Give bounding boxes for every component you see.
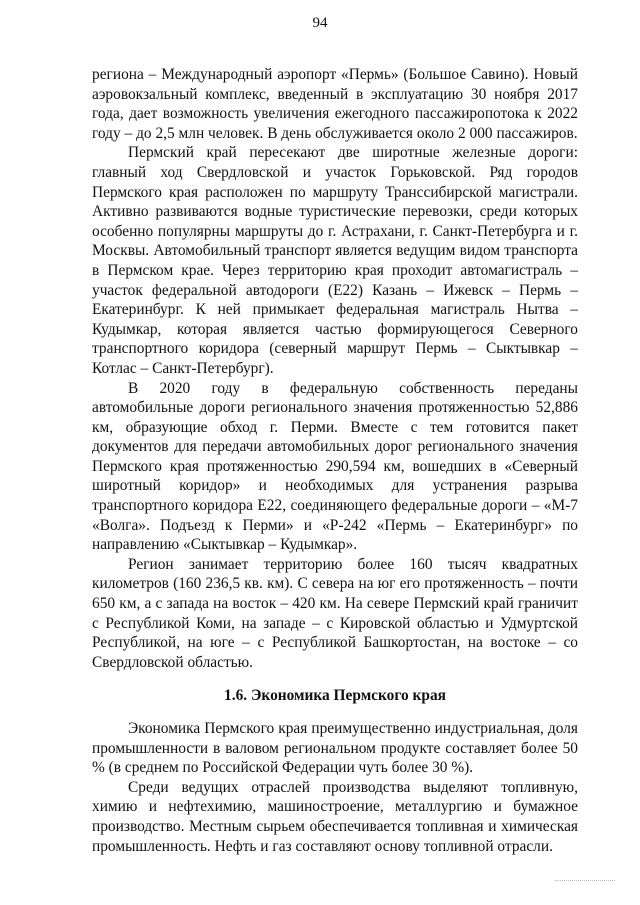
paragraph-federal-roads: В 2020 году в федеральную собственность переданы автомобильные дороги регионального значения протяженностью 52,886 км, образующие обход г. Перми. Вместе с тем готовится пакет документов для передачи автомобильных дорог регионального значения Пермского края протяженностью 290,594 км, вошедших в «Северный широтный коридор» и необходимых для устранения разрыва транспортного коридора Е22, соединяющего федеральные дороги – «М-7 «Волга». Подъезд к Перми» и «Р-242 «Пермь – Екатеринбург» по направлению «Сыктывкар – Кудымкар». (92, 379, 578, 554)
paragraph-railways-transport: Пермский край пересекают две широтные железные дороги: главный ход Свердловской и участок Горьковской. Ряд городов Пермского края расположен по маршруту Транссибирской магистрали. Активно развиваются водные туристические перевозки, среди которых особенно популярны маршруты до г. Астрахани, г. Санкт-Петербурга и г. Москвы. Автомобильный транспорт является ведущим видом транспорта в Пермском крае. Через территорию края проходит автомагистраль – участок федеральной автодороги (Е22) Казань – Ижевск – Пермь – Екатеринбург. К ней примыкает федеральная магистраль Нытва – Кудымкар, которая является частью формирующегося Северного транспортного коридора (северный маршрут Пермь – Сыктывкар – Котлас – Санкт-Петербург). (92, 144, 578, 377)
page-body (92, 65, 578, 856)
scan-artifact-line (555, 880, 615, 882)
paragraph-economy-industrial: Экономика Пермского края преимущественно индустриальная, доля промышленности в валовом региональном продукте составляет более 50 % (в среднем по Российской Федерации чуть более 30 %). (92, 720, 578, 777)
page-number: 94 (312, 15, 328, 31)
paragraph-region-territory: Регион занимает территорию более 160 тысяч квадратных километров (160 236,5 кв. км). С севера на юг его протяженность – почти 650 км, а с запада на восток – 420 км. На севере Пермский край граничит с Республикой Коми, на западе – с Кировской областью и Удмуртской Республикой, на юге – с Республикой Башкортостан, на востоке – со Свердловской областью. (92, 555, 578, 671)
paragraph-leading-industries: Среди ведущих отраслей производства выделяют топливную, химию и нефтехимию, машиностроение, металлургию и бумажное производство. Местным сырьем обеспечивается топливная и химическая промышленность. Нефть и газ составляют основу топливной отрасли. (92, 778, 578, 855)
section-heading: 1.6. Экономика Пермского края (224, 687, 446, 705)
paragraph-airport-continued: региона – Международный аэропорт «Пермь» (Большое Савино). Новый аэровокзальный комплекс, введенный в эксплуатацию 30 ноября 2017 года, дает возможность увеличения ежегодного пассажиропотока к 2022 году – до 2,5 млн человек. В день обслуживается около 2 000 пассажиров. (92, 66, 578, 142)
